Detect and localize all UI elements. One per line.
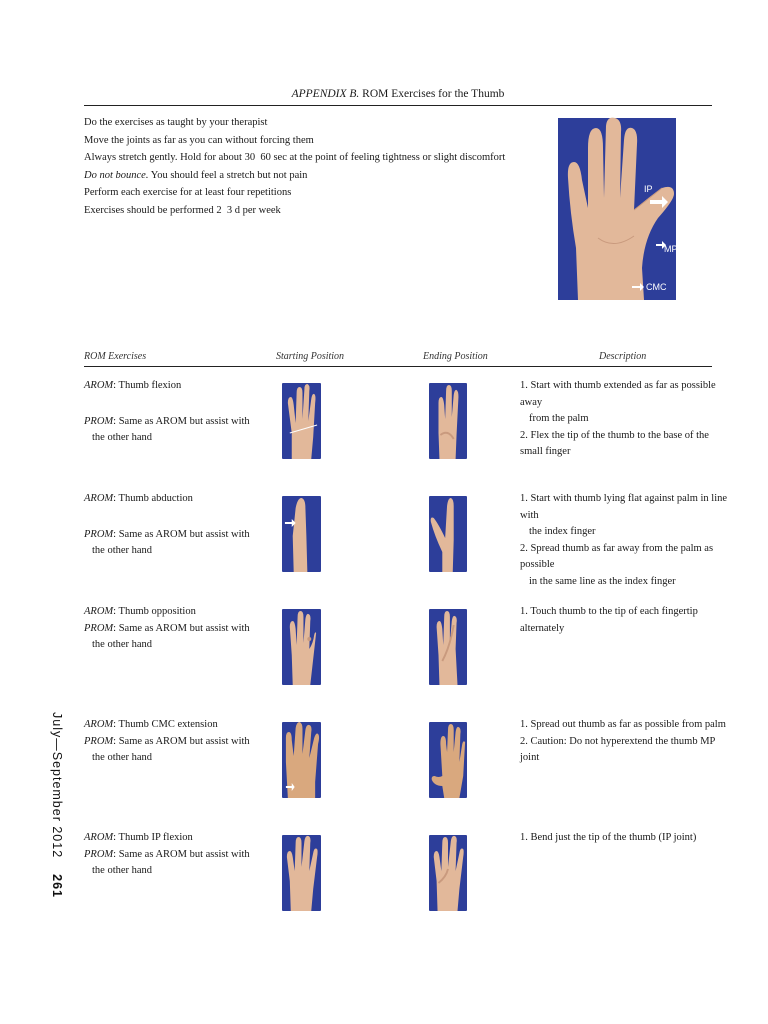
header-ending-position: Ending Position [423,351,488,362]
opposition-description: 1. Touch thumb to the tip of each fingertip alternately [520,606,698,634]
mp-label: MP [664,244,678,254]
running-footer [50,712,64,898]
hand-photo-icon [429,835,467,911]
appendix-title [84,88,712,100]
hand-photo-icon [282,383,321,459]
thumb-joints-photo [558,118,676,300]
header-starting-position: Starting Position [276,351,345,362]
ip-flexion-description: 1. Bend just the tip of the thumb (IP joint) [520,832,697,843]
hand-photo-icon [429,496,467,572]
cmc-extension-description: 1. Spread out thumb as far as possible from palm 2. Caution: Do not hyperextend the thumb MP joint [520,719,726,763]
issue-date: July—September 2012 [50,712,64,859]
cmc-extension-end-photo [429,722,467,798]
instruction-line: Always stretch gently. Hold for about 30 60 sec at the point of feeling tightness or slight discomfort [84,152,506,163]
instruction-line: Do the exercises as taught by your therapist [84,117,268,128]
ip-flexion-end-photo [429,835,467,911]
instruction-line: Perform each exercise for at least four repetitions [84,187,292,198]
hand-photo-icon [282,496,321,572]
exercise-thumb-abduction: AROM: Thumb abduction PROM: Same as AROM but assist with the other hand [84,493,250,556]
header-rom-exercises: ROM Exercises [84,351,147,362]
hand-photo-icon [429,383,467,459]
hand-diagram-icon [558,118,676,300]
opposition-end-photo [429,609,467,685]
instruction-line: Exercises should be performed 2 3 d per week [84,204,281,216]
flexion-description: 1. Start with thumb extended as far as possible away from the palm 2. Flex the tip of the thumb to the base of the small finger [520,380,716,457]
flexion-end-photo [429,383,467,459]
abduction-end-photo [429,496,467,572]
title-rule [84,105,712,106]
header-rule [84,366,712,367]
ip-flexion-start-photo [282,835,321,911]
exercise-thumb-flexion: AROM: Thumb flexion PROM: Same as AROM but assist with the other hand [84,380,250,443]
hand-photo-icon [282,722,321,798]
opposition-start-photo [282,609,321,685]
ip-label: IP [644,184,653,194]
exercise-thumb-opposition: AROM: Thumb opposition PROM: Same as AROM but assist with the other hand [84,606,250,650]
cmc-extension-start-photo [282,722,321,798]
page-number: 261 [50,874,64,899]
flexion-start-photo [282,383,321,459]
hand-photo-icon [429,609,467,685]
instruction-line: Do not bounce. You should feel a stretch but not pain [84,169,308,181]
abduction-start-photo [282,496,321,572]
instructions-list [84,114,534,219]
cmc-label: CMC [646,282,667,292]
hand-photo-icon [282,609,321,685]
hand-photo-icon [282,835,321,911]
appendix-title-text: ROM Exercises for the Thumb [362,88,505,100]
header-description: Description [599,351,647,362]
appendix-label: APPENDIX B. [291,88,360,100]
exercise-thumb-cmc-extension: AROM: Thumb CMC extension PROM: Same as AROM but assist with the other hand [84,719,250,763]
instruction-line: Move the joints as far as you can without forcing them [84,134,314,146]
abduction-description: 1. Start with thumb lying flat against palm in line with the index finger 2. Spread thumb as far away from the palm as possible in the same line as the index finger [520,493,728,587]
exercise-thumb-ip-flexion: AROM: Thumb IP flexion PROM: Same as AROM but assist with the other hand [84,832,250,876]
hand-photo-icon [429,722,467,798]
